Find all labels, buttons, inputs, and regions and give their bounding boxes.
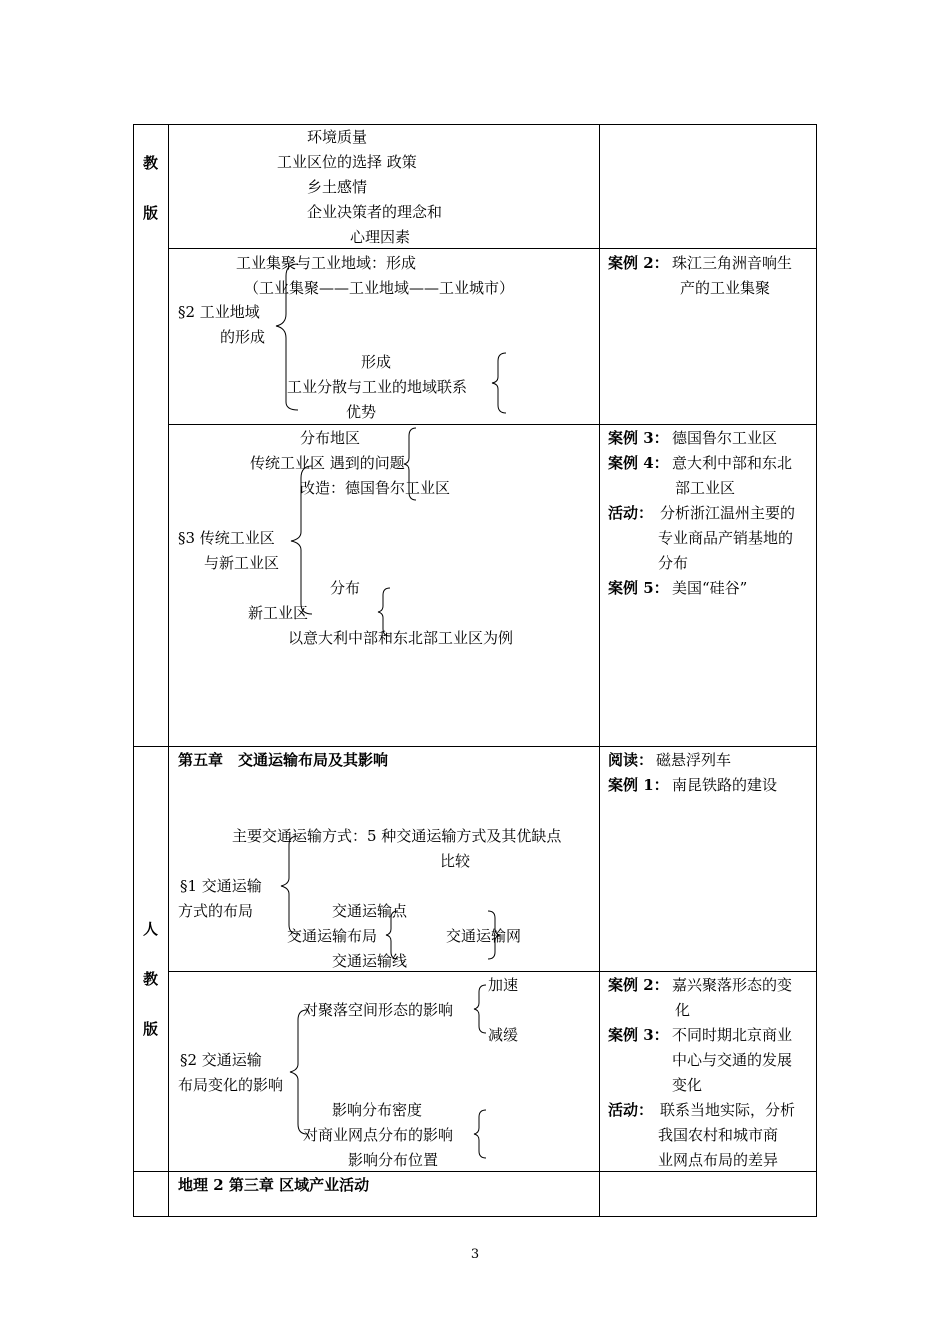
chapter-title: 地理 2 第三章 区域产业活动	[178, 1176, 370, 1194]
brace-icon	[486, 909, 502, 961]
outline-text: 减缓	[488, 1026, 519, 1044]
note-tag: 阅读：	[608, 751, 654, 769]
note-text: 部工业区	[675, 479, 736, 497]
brace-icon	[472, 1108, 488, 1160]
brace-icon	[490, 351, 510, 415]
outline-text: 以意大利中部和东北部工业区为例	[288, 629, 514, 647]
outline-text: 的形成	[220, 328, 266, 346]
outline-text: 改造：德国鲁尔工业区	[300, 479, 451, 497]
note-text: 变化	[672, 1076, 703, 1094]
side-label: 版	[143, 204, 159, 222]
brace-icon	[472, 983, 488, 1035]
note-tag: 案例 2：	[608, 976, 669, 994]
outline-text: 布局变化的影响	[178, 1076, 284, 1094]
outline-text: 企业决策者的理念和	[307, 203, 443, 221]
side-label: 教	[143, 154, 159, 172]
outline-text: 与新工业区	[204, 554, 280, 572]
note-text: 业网点布局的差异	[658, 1151, 779, 1169]
note-tag: 案例 3：	[608, 1026, 669, 1044]
table-border-top	[133, 124, 817, 125]
note-text: 南昆铁路的建设	[672, 776, 778, 794]
note-text: 产的工业集聚	[680, 279, 771, 297]
note-tag: 案例 5：	[608, 579, 669, 597]
outline-text: §2 交通运输	[180, 1051, 262, 1069]
outline-text: 心理因素	[350, 228, 411, 246]
outline-text: §3 传统工业区	[178, 529, 275, 547]
table-border-left	[133, 124, 134, 1217]
chapter-title: 第五章 交通运输布局及其影响	[178, 751, 389, 769]
note-text: 意大利中部和东北	[672, 454, 793, 472]
outline-text: 影响分布位置	[348, 1151, 439, 1169]
side-label: 版	[143, 1020, 159, 1038]
outline-text: 主要交通运输方式：5 种交通运输方式及其优缺点	[232, 827, 562, 845]
note-tag: 活动：	[608, 1101, 654, 1119]
note-tag: 案例 1：	[608, 776, 669, 794]
note-tag: 案例 2：	[608, 254, 669, 272]
row-divider	[133, 746, 817, 747]
outline-text: 乡土感情	[307, 178, 368, 196]
column-divider	[599, 124, 600, 1217]
note-tag: 案例 4：	[608, 454, 669, 472]
brace-icon	[402, 426, 418, 502]
outline-text: 工业集聚与工业地域：形成	[236, 254, 417, 272]
outline-text: 分布	[330, 579, 361, 597]
note-tag: 案例 3：	[608, 429, 669, 447]
outline-text: 传统工业区 遇到的问题	[250, 454, 405, 472]
outline-text: 环境质量	[307, 128, 368, 146]
outline-text: 交通运输线	[332, 952, 408, 970]
note-text: 化	[675, 1001, 691, 1019]
brace-icon	[287, 1008, 309, 1136]
note-text: 嘉兴聚落形态的变	[672, 976, 793, 994]
note-text: 分布	[658, 554, 689, 572]
table-border-right	[816, 124, 817, 1217]
note-text: 中心与交通的发展	[672, 1051, 793, 1069]
brace-icon	[270, 262, 300, 412]
outline-text: 交通运输布局	[287, 927, 378, 945]
brace-icon	[384, 909, 400, 961]
outline-text: 工业区位的选择 政策	[277, 153, 417, 171]
note-text: 我国农村和城市商	[658, 1126, 779, 1144]
page-number: 3	[470, 1247, 480, 1262]
outline-text: 交通运输点	[332, 902, 408, 920]
table-border-bottom	[133, 1216, 817, 1217]
outline-text: 新工业区	[248, 604, 309, 622]
row-divider	[168, 424, 817, 425]
outline-text: 对商业网点分布的影响	[303, 1126, 454, 1144]
outline-text: 加速	[488, 976, 519, 994]
side-label: 教	[143, 970, 159, 988]
column-divider	[168, 124, 169, 1217]
outline-text: 比较	[440, 852, 471, 870]
note-text: 磁悬浮列车	[656, 751, 732, 769]
outline-text: §2 工业地域	[178, 303, 260, 321]
note-text: 分析浙江温州主要的	[660, 504, 796, 522]
outline-text: 影响分布密度	[332, 1101, 423, 1119]
note-tag: 活动：	[608, 504, 654, 522]
note-text: 珠江三角洲音响生	[672, 254, 793, 272]
row-divider	[168, 971, 817, 972]
note-text: 德国鲁尔工业区	[672, 429, 778, 447]
outline-text: （工业集聚——工业地域——工业城市）	[244, 279, 515, 297]
outline-text: 形成	[361, 353, 392, 371]
brace-icon	[278, 834, 300, 936]
note-text: 美国“硅谷”	[672, 579, 748, 597]
note-text: 联系当地实际，分析	[660, 1101, 796, 1119]
outline-text: 方式的布局	[178, 902, 254, 920]
note-text: 不同时期北京商业	[672, 1026, 793, 1044]
outline-text: §1 交通运输	[180, 877, 262, 895]
outline-text: 交通运输网	[446, 927, 522, 945]
outline-text: 工业分散与工业的地域联系	[287, 378, 468, 396]
outline-text: 分布地区	[300, 429, 361, 447]
side-label: 人	[143, 920, 159, 938]
brace-icon	[376, 586, 392, 638]
note-text: 专业商品产销基地的	[658, 529, 794, 547]
outline-text: 对聚落空间形态的影响	[303, 1001, 454, 1019]
brace-icon	[286, 464, 316, 616]
outline-text: 优势	[346, 403, 377, 421]
row-divider	[168, 248, 817, 249]
